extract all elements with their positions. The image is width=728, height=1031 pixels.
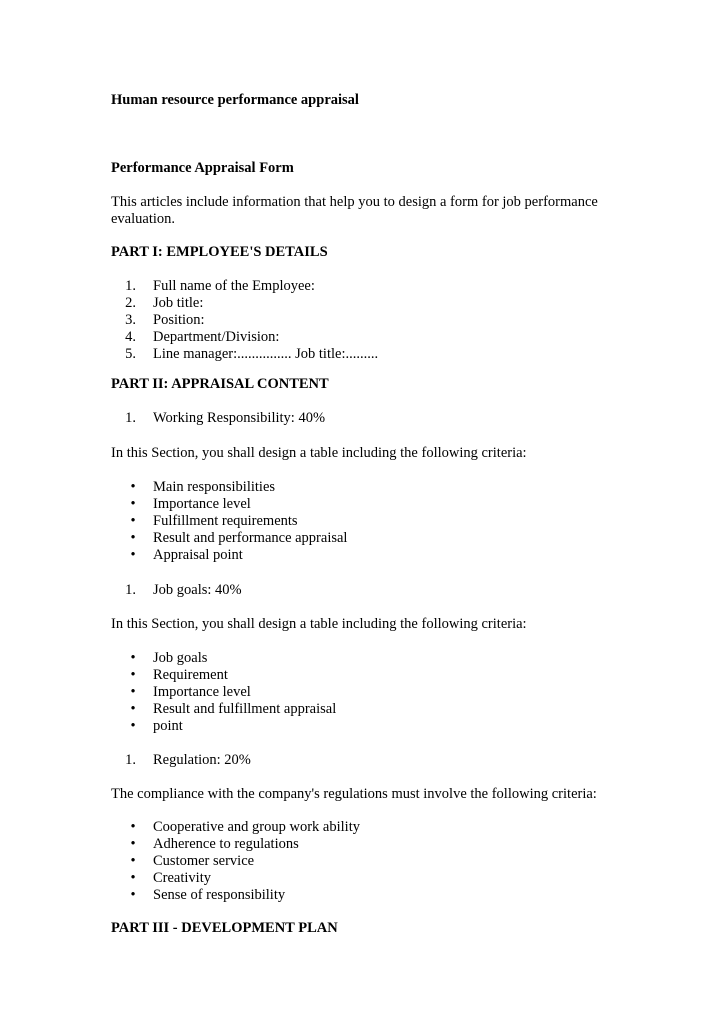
list-item: 3. Position: bbox=[125, 312, 205, 328]
part-3-heading: PART III - DEVELOPMENT PLAN bbox=[111, 920, 338, 936]
bullet-list-job-goals bbox=[111, 650, 631, 735]
list-item: 1. Working Responsibility: 40% bbox=[125, 410, 326, 426]
form-title: Performance Appraisal Form bbox=[111, 160, 294, 176]
list-item: • Result and performance appraisal bbox=[130, 530, 348, 546]
list-item: • Importance level bbox=[130, 684, 251, 700]
part-1-heading: PART I: EMPLOYEE'S DETAILS bbox=[111, 244, 328, 260]
list-item: • Creativity bbox=[130, 870, 211, 886]
list-item: • Job goals bbox=[130, 650, 208, 666]
part-2-heading: PART II: APPRAISAL CONTENT bbox=[111, 376, 329, 392]
list-item: • Result and fulfillment appraisal bbox=[130, 701, 337, 717]
list-item: 1. Regulation: 20% bbox=[125, 752, 251, 768]
list-item: • Adherence to regulations bbox=[130, 836, 299, 852]
section-lead: The compliance with the company's regulations must involve the following criteria: bbox=[111, 786, 597, 802]
section-title-job-goals bbox=[111, 582, 631, 599]
employee-details-list bbox=[111, 278, 631, 363]
list-item: • Fulfillment requirements bbox=[130, 513, 298, 529]
bullet-list-responsibility bbox=[111, 479, 631, 564]
list-item: • Customer service bbox=[130, 853, 255, 869]
list-item: 2. Job title: bbox=[125, 295, 204, 311]
list-item: 1. Job goals: 40% bbox=[125, 582, 242, 598]
list-item: • Main responsibilities bbox=[130, 479, 276, 495]
list-item: • Cooperative and group work ability bbox=[130, 819, 360, 835]
list-item: • Requirement bbox=[130, 667, 228, 683]
section-lead: In this Section, you shall design a table including the following criteria: bbox=[111, 616, 527, 632]
list-item: 4. Department/Division: bbox=[125, 329, 280, 345]
section-title-working-responsibility bbox=[111, 410, 631, 427]
section-lead: In this Section, you shall design a table including the following criteria: bbox=[111, 445, 527, 461]
list-item: 5. Line manager:............... Job title:......... bbox=[125, 346, 379, 362]
section-title-regulation bbox=[111, 752, 631, 769]
list-item: • Appraisal point bbox=[130, 547, 243, 563]
list-item: • Sense of responsibility bbox=[130, 887, 286, 903]
list-item: • point bbox=[130, 718, 183, 734]
list-item: • Importance level bbox=[130, 496, 251, 512]
bullet-list-regulation bbox=[111, 819, 631, 904]
intro-paragraph: This articles include information that help you to design a form for job performance evaluation. bbox=[111, 194, 598, 227]
list-item: 1. Full name of the Employee: bbox=[125, 278, 315, 294]
document-title: Human resource performance appraisal bbox=[111, 92, 359, 108]
